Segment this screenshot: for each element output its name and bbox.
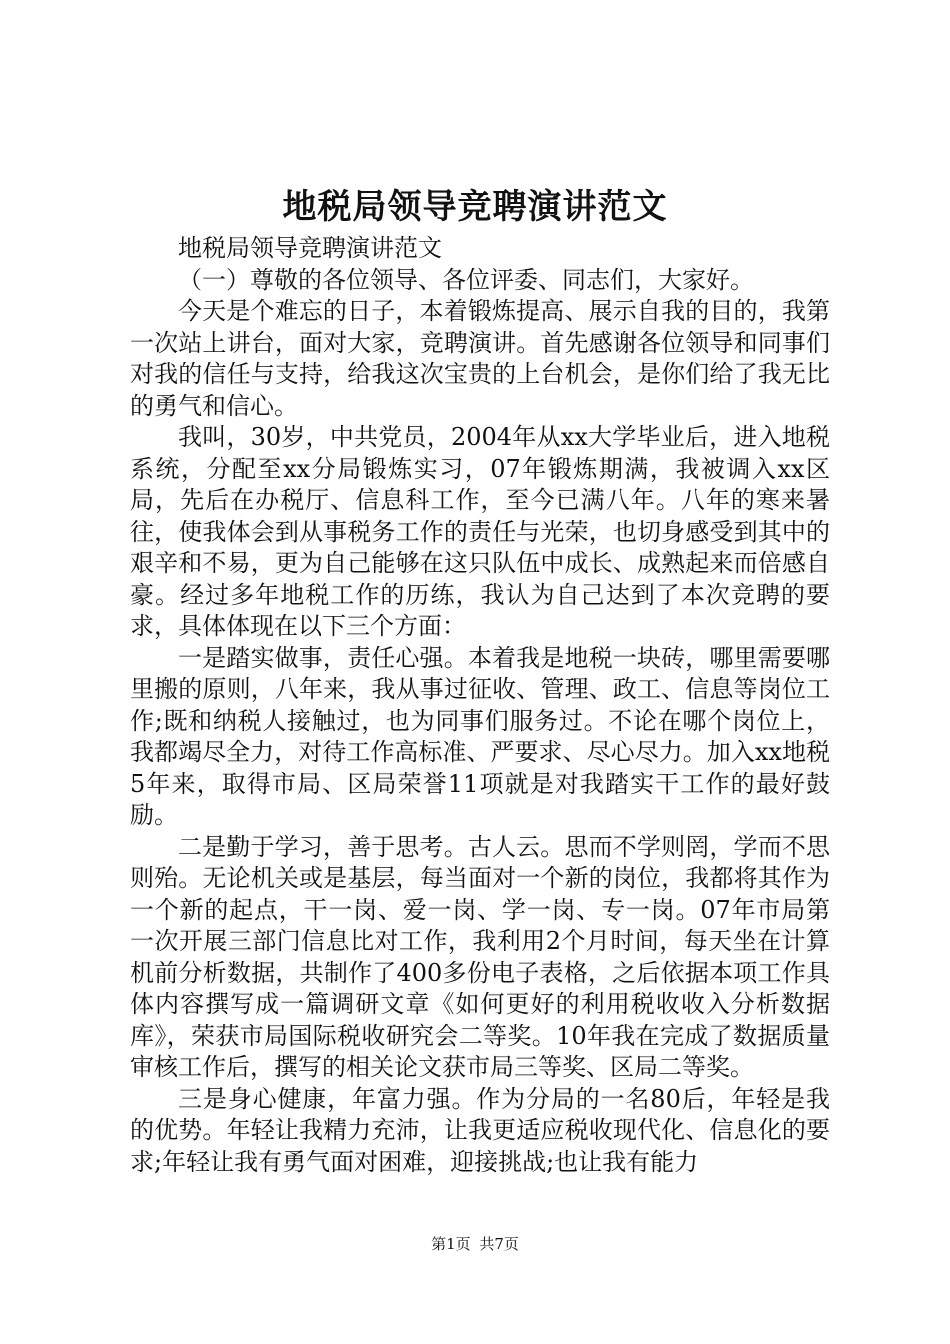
page-footer — [0, 1234, 950, 1254]
paragraph-background: 我叫，30岁，中共党员，2004年从xx大学毕业后，进入地税系统，分配至xx分局锻炼实习，07年锻炼期满，我被调入xx区局，先后在办税厅、信息科工作，至今已满八年。八年的寒来暑往，使我体会到从事税务工作的责任与光荣，也切身感受到其中的艰辛和不易，更为自己能够在这只队伍中成长、成熟起来而倍感自豪。经过多年地税工作的历练，我认为自己达到了本次竞聘的要求，具体体现在以下三个方面： — [130, 423, 830, 640]
page-number: 第1页 — [431, 1235, 471, 1253]
paragraph-greeting: （一）尊敬的各位领导、各位评委、同志们，大家好。 — [178, 265, 754, 294]
paragraph-point-three: 三是身心健康，年富力强。作为分局的一名80后，年轻是我的优势。年轻让我精力充沛，让我更适应税收现代化、信息化的要求;年轻让我有勇气面对困难，迎接挑战;也让我有能力 — [130, 1084, 830, 1176]
paragraph-intro: 今天是个难忘的日子，本着锻炼提高、展示自我的目的，我第一次站上讲台，面对大家，竞聘演讲。首先感谢各位领导和同事们对我的信任与支持，给我这次宝贵的上台机会，是你们给了我无比的勇气和信心。 — [130, 297, 830, 420]
page-total: 共7页 — [479, 1235, 519, 1253]
paragraph-point-two: 二是勤于学习，善于思考。古人云。思而不学则罔，学而不思则殆。无论机关或是基层，每当面对一个新的岗位，我都将其作为一个新的起点，干一岗、爱一岗、学一岗、专一岗。07年市局第一次开展三部门信息比对工作，我利用2个月时间，每天坐在计算机前分析数据，共制作了400多份电子表格，之后依据本项工作具体内容撰写成一篇调研文章《如何更好的利用税收收入分析数据库》，荣获市局国际税收研究会二等奖。10年我在完成了数据质量审核工作后，撰写的相关论文获市局三等奖、区局二等奖。 — [130, 832, 830, 1081]
document-body — [130, 233, 830, 1178]
document-title: 地税局领导竞聘演讲范文 — [282, 187, 668, 227]
paragraph-subtitle: 地税局领导竞聘演讲范文 — [178, 234, 442, 262]
paragraph-point-one: 一是踏实做事，责任心强。本着我是地税一块砖，哪里需要哪里搬的原则，八年来，我从事过征收、管理、政工、信息等岗位工作;既和纳税人接触过，也为同事们服务过。不论在哪个岗位上，我都竭尽全力，对待工作高标准、严要求、尽心尽力。加入xx地税5年来，取得市局、区局荣誉11项就是对我踏实干工作的最好鼓励。 — [130, 643, 830, 829]
